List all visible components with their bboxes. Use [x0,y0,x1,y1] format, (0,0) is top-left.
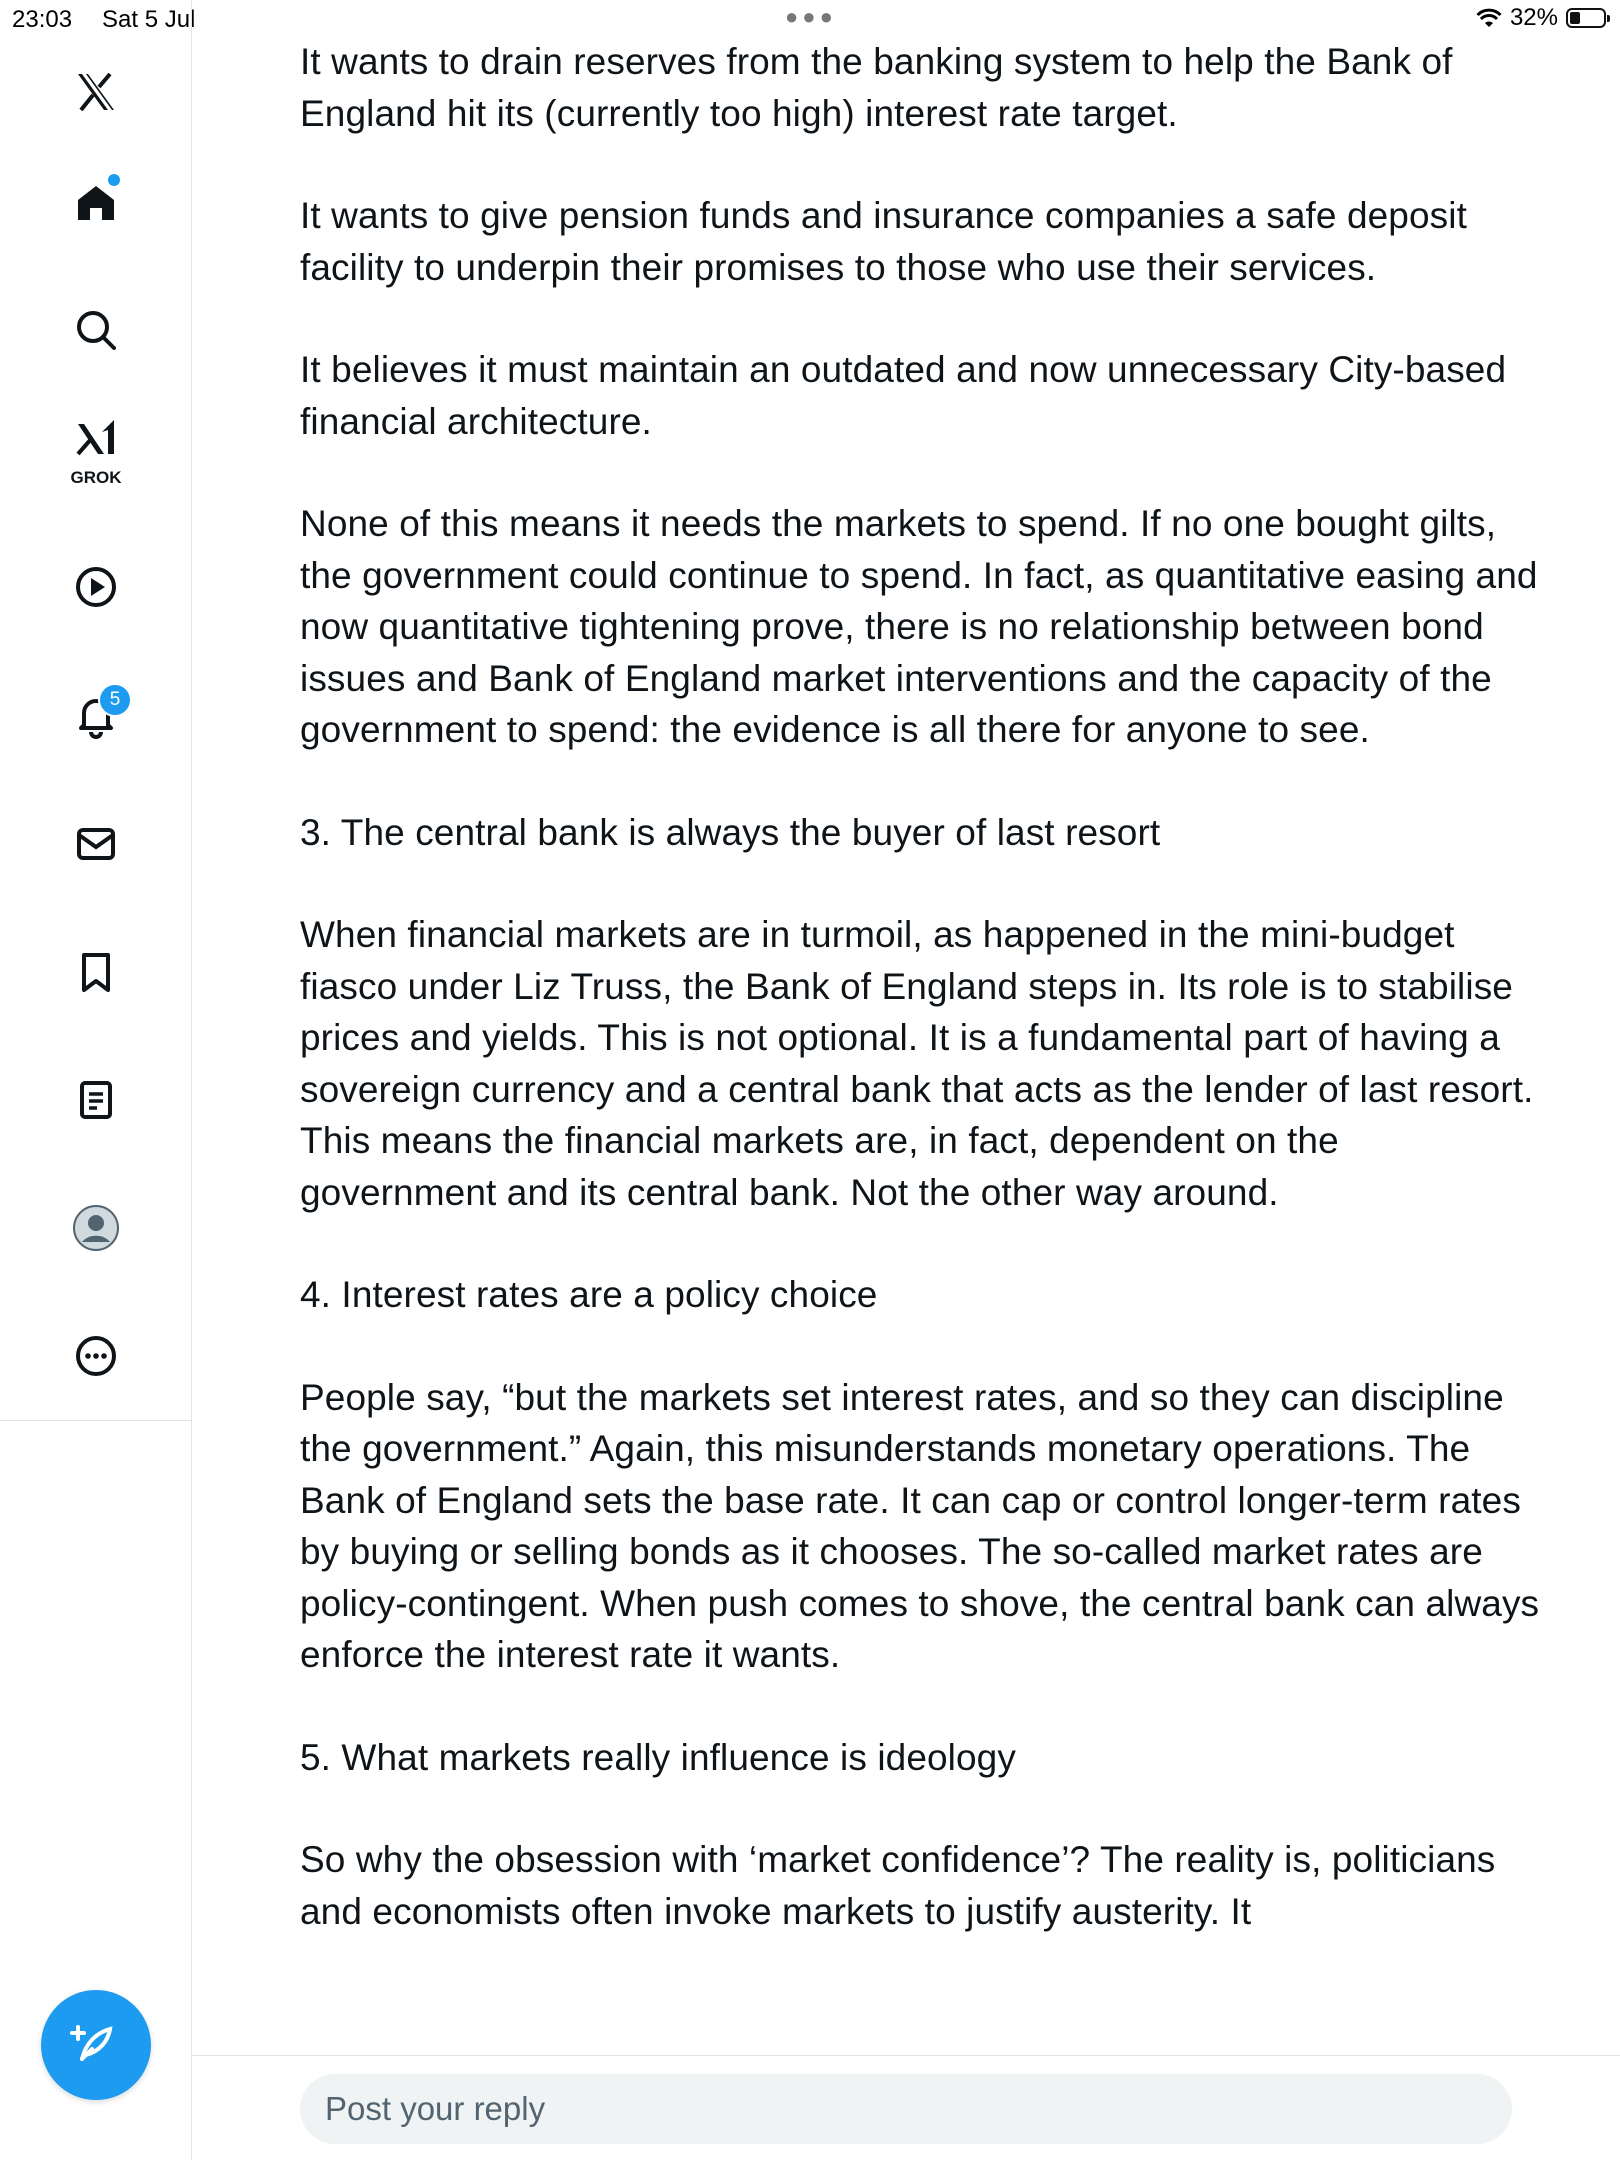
wifi-icon [1476,7,1502,29]
status-bar [0,0,1620,40]
reply-input[interactable]: Post your reply [300,2074,1512,2144]
sidebar-item-grok[interactable] [56,408,136,488]
sidebar-item-notifications[interactable] [56,675,136,755]
battery-percent: 32% [1509,4,1558,31]
search-icon [72,306,120,354]
section-heading: 5. What markets really influence is ideology [300,1736,1016,1778]
grok-icon [72,414,120,462]
unread-dot [108,174,120,186]
post-body [300,36,1540,1988]
notification-badge: 5 [98,683,132,717]
post-paragraph: It wants to drain reserves from the banking system to help the Bank of England hit its (currently too high) interest rate target. [300,41,1453,134]
battery-icon [1566,8,1606,28]
play-icon [72,563,120,611]
post-paragraph: None of this means it needs the markets to spend. If no one bought gilts, the government could continue to spend. In fact, as quantitative easing and now quantitative tightening prove, there is no relationship between bond issues and Bank of England market interventions and the capacity of the government to spend: the evidence is all there for anyone to see. [300,503,1538,750]
sidebar-item-more[interactable] [56,1316,136,1396]
sidebar-item-messages[interactable] [56,804,136,884]
sidebar-item-profile[interactable] [56,1188,136,1268]
post-paragraph: When financial markets are in turmoil, as happened in the mini-budget fiasco under Liz Truss, the Bank of England steps in. Its role is to stabilise prices and yields. This is not optional. It is a fundamental part of having a sovereign currency and a central bank that acts as the lender of last resort. This means the financial markets are, in fact, dependent on the government and its central bank. Not the other way around. [300,914,1534,1213]
post-paragraph: So why the obsession with ‘market confidence’? The reality is, politicians and economists often invoke markets to justify austerity. It [300,1839,1496,1932]
sidebar-item-articles[interactable] [56,1060,136,1140]
status-date: Sat 5 Jul [102,6,196,33]
status-right [1476,4,1606,32]
sidebar [0,0,192,2160]
sidebar-divider [0,1420,192,1421]
sidebar-item-video[interactable] [56,547,136,627]
sidebar-item-bookmarks[interactable] [56,932,136,1012]
x-logo-icon [72,68,120,116]
sidebar-item-explore[interactable] [56,290,136,370]
compose-button[interactable] [41,1990,151,2100]
post-paragraph: It wants to give pension funds and insurance companies a safe deposit facility to underpin their promises to those who use their services. [300,195,1467,288]
x-logo[interactable] [56,52,136,132]
post-paragraph: People say, “but the markets set interest rates, and so they can discipline the government.” Again, this misunderstands monetary operations. The Bank of England sets the base rate. It can cap or control longer-term rates by buying or selling bonds as it chooses. The so-called market rates are policy-contingent. When push comes to shove, the central bank can always enforce the interest rate it wants. [300,1376,1540,1675]
more-icon [72,1332,120,1380]
bookmark-icon [72,948,120,996]
mail-icon [72,820,120,868]
status-time: 23:03 [12,6,73,33]
battery-level [1570,12,1580,24]
article-icon [72,1076,120,1124]
section-heading: 4. Interest rates are a policy choice [300,1274,878,1315]
avatar-icon [72,1204,120,1252]
compose-icon [68,2017,124,2073]
reply-bar [192,2055,1620,2161]
multitasking-dots-icon[interactable]: ●●● [785,4,837,29]
post-paragraph: It believes it must maintain an outdated and now unnecessary City-based financial architecture. [300,349,1507,442]
grok-label: GROK [70,468,122,487]
sidebar-item-home[interactable] [56,162,136,242]
section-heading: 3. The central bank is always the buyer of last resort [300,811,1161,853]
